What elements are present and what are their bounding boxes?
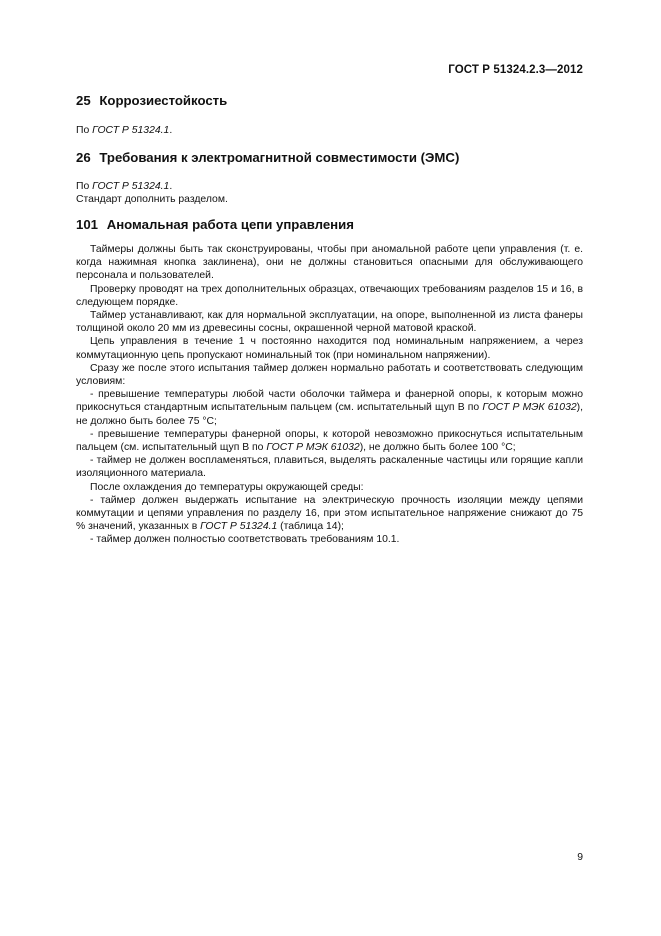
document-code-header: ГОСТ Р 51324.2.3—2012 [448,64,583,76]
standard-reference: ГОСТ Р МЭК 61032 [482,402,577,414]
section-25-heading [76,93,227,108]
section-number: 101 [76,217,99,232]
section-number: 25 [76,93,91,108]
list-item-text: - превышение температуры любой части оболочки таймера и фанерной опоры, к которым можно прикоснуться стандартным испытательным пальцем (см. испытательный щуп В по [76,389,583,414]
paragraph: Сразу же после этого испытания таймер должен нормально работать и соответствовать следующим условиям: [76,362,583,388]
section-26-note: Стандарт дополнить разделом. [76,194,228,205]
standard-reference: ГОСТ Р МЭК 61032 [266,442,360,454]
list-item-text: (таблица 14); [277,521,344,533]
paragraph: Цепь управления в течение 1 ч постоянно находится под номинальным напряжением, а через коммутационную цепь пропускают номинальный ток (при номинальном напряжении). [76,336,583,361]
reference-suffix: . [169,125,173,136]
page-number: 9 [577,852,583,863]
list-item: - таймер должен полностью соответствовать требованиям 10.1. [90,534,400,546]
list-item-text: - таймер должен выдержать испытание на электрическую прочность изоляции между цепями коммутации и цепями управления по разделу 16, при этом испытательное напряжение снижают до 75 % значений, указанных в [76,494,583,533]
paragraph: Проверку проводят на трех дополнительных образцах, отвечающих требованиям разделов 15 и 16, в следующем порядке. [76,283,583,308]
section-title: Требования к электромагнитной совместимости (ЭМС) [99,150,460,165]
paragraph: Таймеры должны быть так сконструированы, чтобы при аномальной работе цепи управления (т. е. когда нажимная кнопка заклинена), они не должны становиться опасными для обслуживающего персонала и пользователей. [76,244,583,282]
standard-reference: ГОСТ Р 51324.1 [92,125,170,136]
section-title: Аномальная работа цепи управления [106,217,354,232]
list-item-text: - превышение температуры фанерной опоры, к которой невозможно прикоснуться испытательным пальцем (см. испытательный щуп В по [76,428,583,454]
list-item [76,428,583,454]
section-26-reference [76,180,172,193]
section-number: 26 [76,150,91,165]
section-26-heading [76,150,459,165]
list-item-text: ), не должно быть более 100 °С; [359,442,516,454]
reference-suffix: . [169,181,173,192]
section-101-heading [76,217,354,232]
paragraph: Таймер устанавливают, как для нормальной эксплуатации, на опоре, выполненной из листа фанеры толщиной около 20 мм из древесины сосны, окрашенной черной матовой краской. [76,310,583,335]
list-item [76,388,583,428]
section-101-body [76,243,583,547]
reference-prefix: По [76,125,93,136]
standard-reference: ГОСТ Р 51324.1 [92,181,170,192]
section-title: Коррозиестойкость [99,93,228,108]
reference-prefix: По [76,181,93,192]
list-item: - таймер не должен воспламеняться, плавиться, выделять раскаленные частицы или горящие капли изоляционного материала. [76,455,583,480]
section-25-reference [76,124,172,137]
list-item [76,494,583,534]
standard-reference: ГОСТ Р 51324.1 [200,521,278,533]
list-item-text: ), не должно быть более 75 °С; [76,402,583,427]
paragraph: После охлаждения до температуры окружающей среды: [90,481,364,493]
